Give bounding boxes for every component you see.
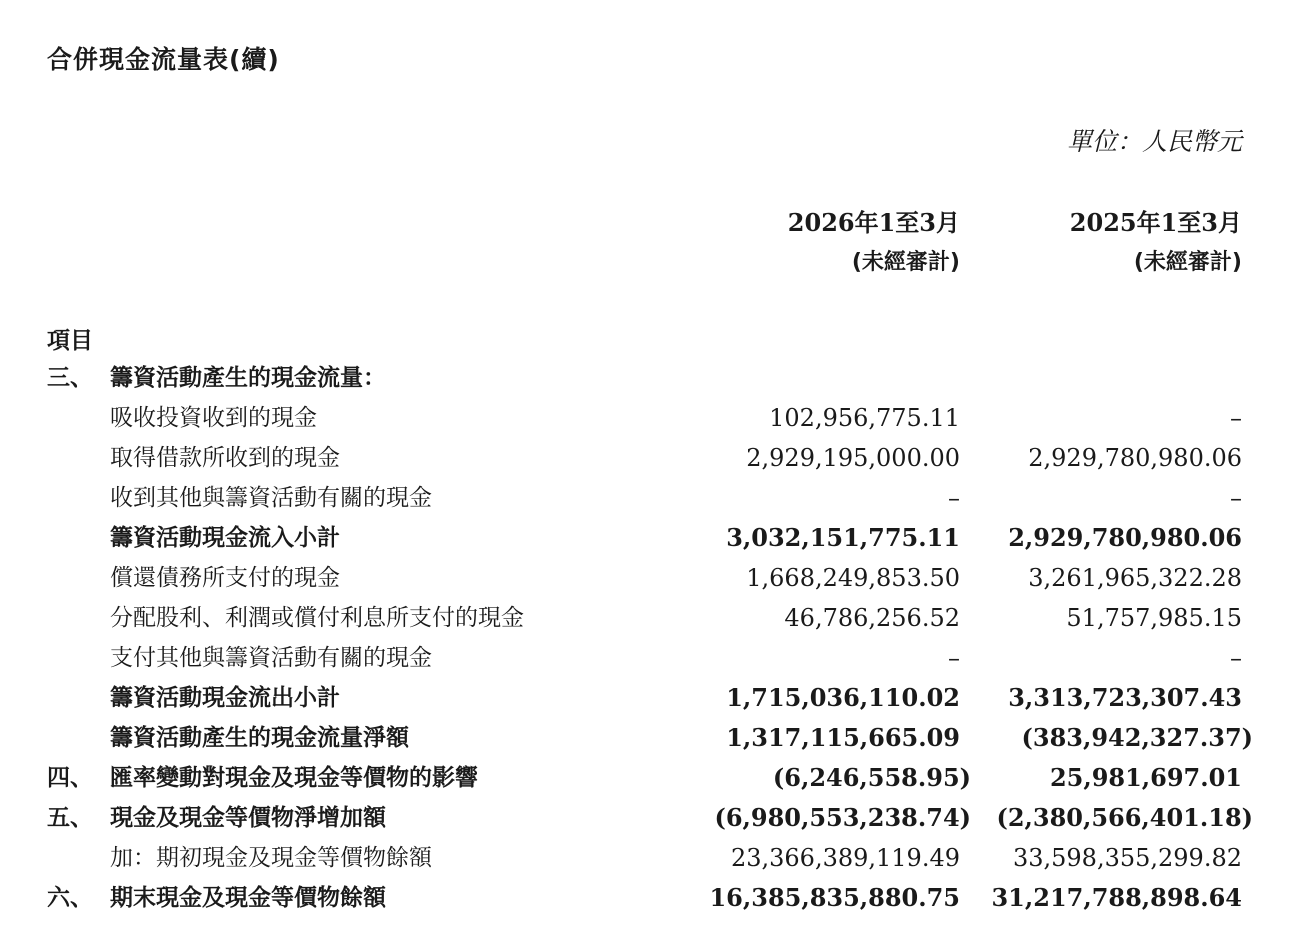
table-row <box>0 718 1290 758</box>
table-row <box>0 598 1290 638</box>
value-2025: (383,942,327.37) <box>1021 723 1253 752</box>
page-title: 合併現金流量表(續) <box>47 45 280 74</box>
value-2026: 23,366,389,119.49 <box>730 844 960 872</box>
row-label: 支付其他與籌資活動有關的現金 <box>110 645 432 671</box>
row-number: 五、 <box>47 805 93 831</box>
value-2025: 3,313,723,307.43 <box>1008 683 1242 712</box>
table-row <box>0 398 1290 438</box>
value-2026: (6,246,558.95) <box>772 763 971 792</box>
row-number: 六、 <box>47 885 93 911</box>
cash-flow-table <box>0 358 1290 918</box>
value-2025: 2,929,780,980.06 <box>1028 444 1242 472</box>
value-2025: 2,929,780,980.06 <box>1008 523 1242 552</box>
column-header-2026 <box>788 203 960 283</box>
row-label: 償還債務所支付的現金 <box>110 565 340 591</box>
value-2026: – <box>948 644 960 672</box>
table-row <box>0 478 1290 518</box>
value-2026: 1,668,249,853.50 <box>746 564 960 592</box>
row-label: 匯率變動對現金及現金等價物的影響 <box>110 765 478 791</box>
value-2026: 2,929,195,000.00 <box>746 444 960 472</box>
column-period: 2025年1至3月 <box>1069 208 1242 237</box>
value-2026: – <box>948 484 960 512</box>
column-note: (未經審計) <box>1133 250 1242 275</box>
value-2026: 1,317,115,665.09 <box>726 723 960 752</box>
value-2025: – <box>1230 644 1242 672</box>
value-2025: (2,380,566,401.18) <box>996 803 1253 832</box>
value-2025: 31,217,788,898.64 <box>991 883 1242 912</box>
row-label: 分配股利、利潤或償付利息所支付的現金 <box>110 605 524 631</box>
value-2025: 25,981,697.01 <box>1049 763 1242 792</box>
row-label: 取得借款所收到的現金 <box>110 445 340 471</box>
value-2025: 3,261,965,322.28 <box>1028 564 1242 592</box>
column-period: 2026年1至3月 <box>787 208 960 237</box>
table-row <box>0 678 1290 718</box>
table-row <box>0 638 1290 678</box>
column-header-2025 <box>1070 203 1242 283</box>
value-2026: 1,715,036,110.02 <box>726 683 960 712</box>
value-2026: (6,980,553,238.74) <box>714 803 971 832</box>
row-label: 加：期初現金及現金等價物餘額 <box>110 845 432 871</box>
table-row <box>0 798 1290 838</box>
row-label: 期末現金及現金等價物餘額 <box>110 885 386 911</box>
table-row <box>0 878 1290 918</box>
row-label: 籌資活動現金流入小計 <box>110 525 340 551</box>
row-label: 籌資活動現金流出小計 <box>110 685 340 711</box>
value-2026: 16,385,835,880.75 <box>709 883 960 912</box>
table-row <box>0 358 1290 398</box>
value-2026: 102,956,775.11 <box>769 404 960 432</box>
table-row <box>0 438 1290 478</box>
value-2025: 33,598,355,299.82 <box>1012 844 1242 872</box>
row-label: 籌資活動產生的現金流量淨額 <box>110 725 409 751</box>
row-label: 吸收投資收到的現金 <box>110 405 317 431</box>
row-number: 三、 <box>47 365 93 391</box>
table-row <box>0 518 1290 558</box>
table-row <box>0 758 1290 798</box>
value-2025: – <box>1230 404 1242 432</box>
item-heading: 項目 <box>47 328 93 354</box>
value-2025: 51,757,985.15 <box>1066 604 1242 632</box>
column-note: (未經審計) <box>851 250 960 275</box>
row-number: 四、 <box>47 765 93 791</box>
value-2025: – <box>1230 484 1242 512</box>
row-label: 收到其他與籌資活動有關的現金 <box>110 485 432 511</box>
row-label: 現金及現金等價物淨增加額 <box>110 805 386 831</box>
unit-label: 單位：人民幣元 <box>1066 127 1242 156</box>
value-2026: 3,032,151,775.11 <box>726 523 960 552</box>
table-row <box>0 558 1290 598</box>
row-label: 籌資活動產生的現金流量： <box>110 365 386 391</box>
table-row <box>0 838 1290 878</box>
value-2026: 46,786,256.52 <box>784 604 960 632</box>
